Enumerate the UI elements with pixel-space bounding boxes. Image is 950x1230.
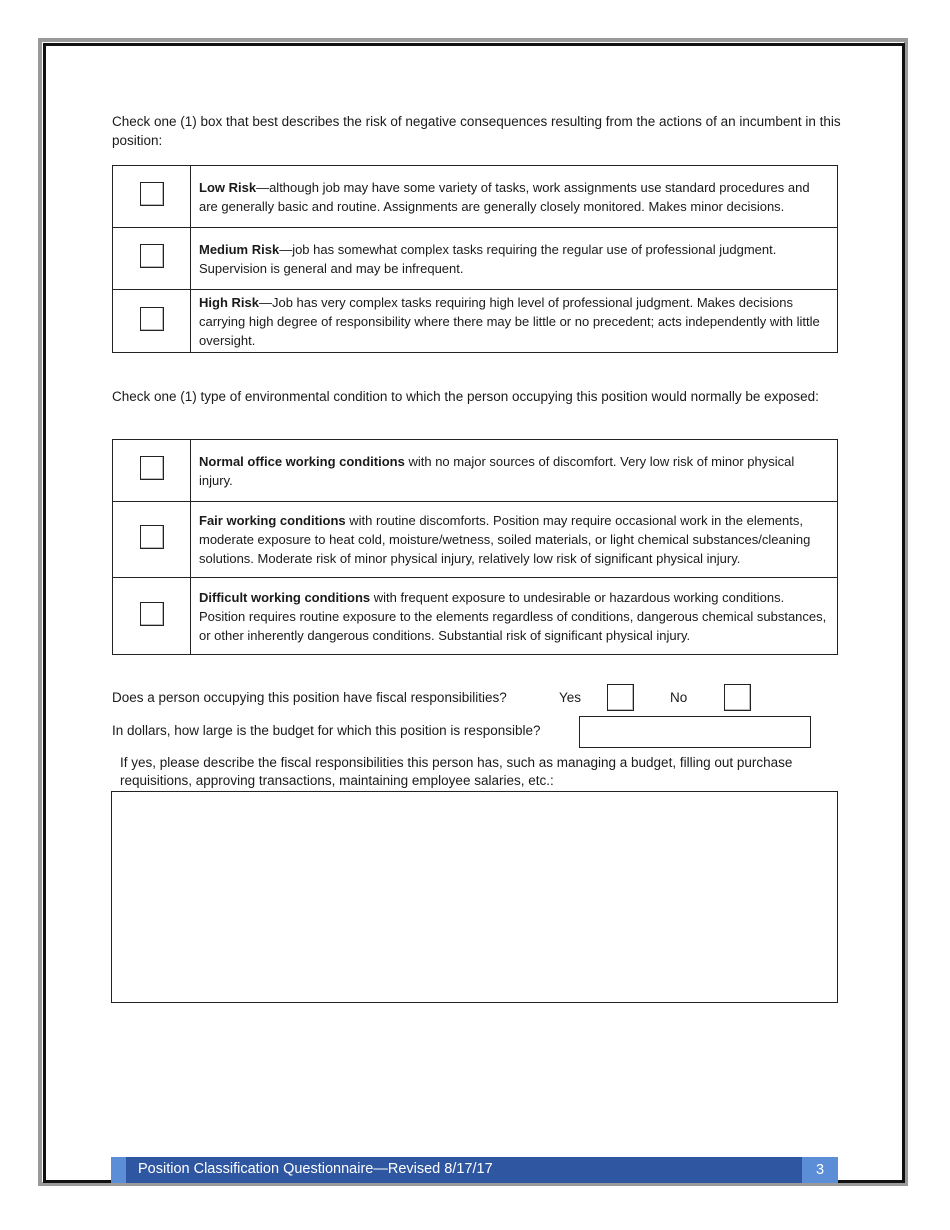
- environment-option-description: [191, 502, 838, 578]
- environment-checkbox-cell: [113, 502, 191, 578]
- environment-option-title: Normal office working conditions: [199, 453, 405, 469]
- fiscal-description-textarea[interactable]: [111, 791, 838, 1003]
- risk-checkbox-cell: [113, 166, 191, 228]
- environment-option-text: with no major sources of discomfort. Very low risk of minor physical injury.: [199, 453, 795, 488]
- risk-option-text: —job has somewhat complex tasks requiring the regular use of professional judgment. Supervision is general and may be infrequent.: [199, 241, 777, 276]
- environment-option-row: [113, 578, 838, 655]
- risk-prompt: Check one (1) box that best describes the risk of negative consequences resulting from the actions of an incumbent in this position:: [112, 114, 841, 148]
- risk-options-table: [112, 165, 838, 353]
- risk-option-text: —although job may have some variety of tasks, work assignments use standard procedures and are generally basic and routine. Assignments are generally closely monitored. Makes minor decisions.: [199, 179, 810, 214]
- risk-option-row: [113, 166, 838, 228]
- environment-option-title: Difficult working conditions: [199, 589, 371, 605]
- difficult-conditions-checkbox[interactable]: [140, 602, 164, 626]
- low-risk-checkbox[interactable]: [140, 182, 164, 206]
- risk-option-text: —Job has very complex tasks requiring high level of professional judgment. Makes decisions carrying high degree of responsibility where there may be little or no precedent; acts independently with little oversight.: [199, 294, 820, 348]
- fiscal-question: Does a person occupying this position have fiscal responsibilities?: [112, 690, 507, 705]
- risk-option-title: High Risk: [199, 294, 259, 310]
- high-risk-checkbox[interactable]: [140, 307, 164, 331]
- environment-option-row: [113, 440, 838, 502]
- risk-option-description: [191, 166, 838, 228]
- risk-option-title: Low Risk: [199, 179, 257, 195]
- fiscal-yes-checkbox[interactable]: [607, 684, 634, 711]
- environment-option-title: Fair working conditions: [199, 513, 346, 528]
- environment-option-text: with frequent exposure to undesirable or hazardous working conditions. Position requires routine exposure to the elements regardless of conditions, dangerous chemical substances, or other inherently dangerous conditions. Substantial risk of significant physical injury.: [199, 589, 827, 643]
- fiscal-no-label: No: [670, 690, 688, 705]
- risk-option-description: [191, 228, 838, 290]
- risk-option-row: [113, 228, 838, 290]
- normal-conditions-checkbox[interactable]: [140, 456, 164, 480]
- environment-checkbox-cell: [113, 578, 191, 655]
- footer-title: Position Classification Questionnaire—Revised 8/17/17: [138, 1161, 493, 1177]
- footer-accent: [111, 1157, 126, 1183]
- risk-option-row: [113, 290, 838, 353]
- page-footer: [111, 1157, 838, 1183]
- environment-checkbox-cell: [113, 440, 191, 502]
- fair-conditions-checkbox[interactable]: [140, 525, 164, 549]
- environment-option-row: [113, 502, 838, 578]
- risk-option-title: Medium Risk: [199, 241, 280, 257]
- fiscal-describe-prompt: If yes, please describe the fiscal responsibilities this person has, such as managing a budget, filling out purchase requisitions, approving transactions, maintaining employee salaries, etc.:: [120, 755, 793, 788]
- risk-option-description: [191, 290, 838, 353]
- medium-risk-checkbox[interactable]: [140, 244, 164, 268]
- fiscal-yes-label: Yes: [559, 690, 582, 705]
- budget-input[interactable]: [579, 716, 811, 748]
- environment-prompt: Check one (1) type of environmental condition to which the person occupying this position would normally be exposed:: [112, 389, 819, 404]
- environment-options-table: [112, 439, 838, 655]
- risk-checkbox-cell: [113, 228, 191, 290]
- environment-option-text: with routine discomforts. Position may require occasional work in the elements, moderate exposure to heat cold, moisture/wetness, soiled materials, or light chemical substances/cleaning solutions. Moderate risk of minor physical injury, relatively low risk of significant physical injury.: [199, 513, 811, 566]
- environment-option-description: [191, 578, 838, 655]
- page-number: 3: [802, 1157, 838, 1183]
- fiscal-no-checkbox[interactable]: [724, 684, 751, 711]
- budget-question: In dollars, how large is the budget for which this position is responsible?: [112, 723, 541, 738]
- environment-option-description: [191, 440, 838, 502]
- risk-checkbox-cell: [113, 290, 191, 353]
